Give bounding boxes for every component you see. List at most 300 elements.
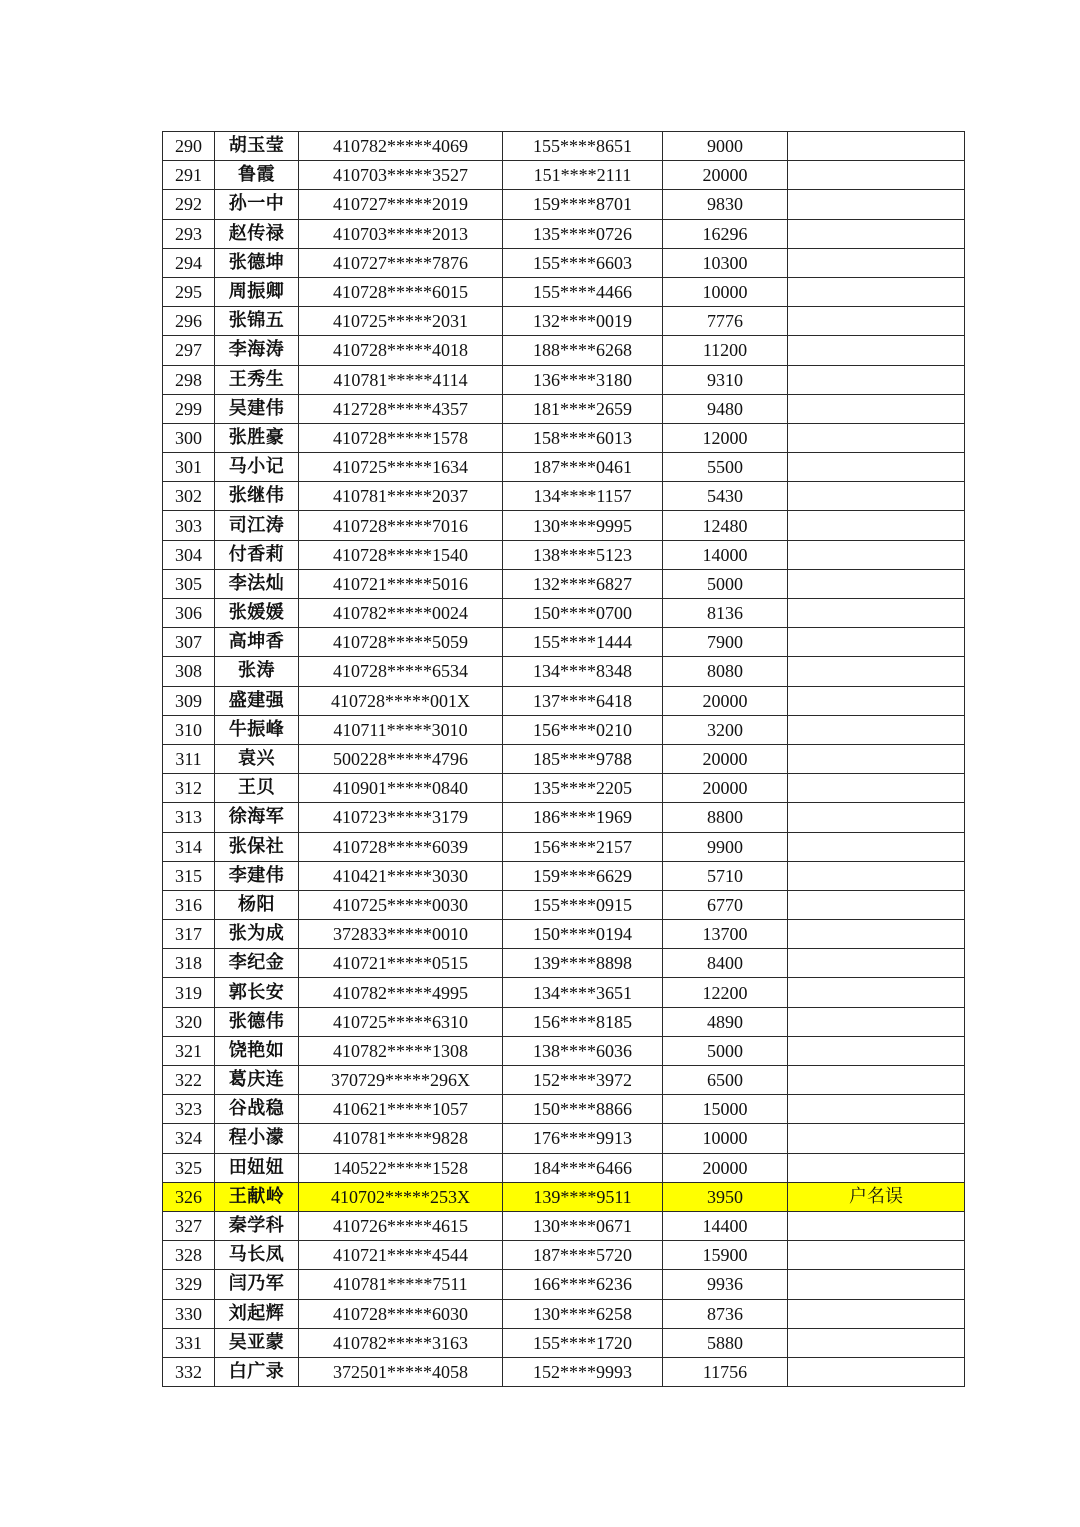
name-cell: 闫乃军: [215, 1270, 299, 1299]
row-number-cell: 332: [163, 1357, 215, 1386]
row-number-cell: 321: [163, 1036, 215, 1065]
table-row: [163, 1241, 965, 1270]
phone-cell: 132****0019: [503, 307, 663, 336]
amount-cell: 5710: [663, 861, 788, 890]
phone-cell: 135****2205: [503, 774, 663, 803]
name-cell: 周振卿: [215, 277, 299, 306]
note-cell: [788, 1095, 965, 1124]
phone-cell: 135****0726: [503, 219, 663, 248]
note-cell: [788, 744, 965, 773]
id-number-cell: 410728*****6534: [299, 657, 503, 686]
name-cell: 盛建强: [215, 686, 299, 715]
row-number-cell: 304: [163, 540, 215, 569]
amount-cell: 20000: [663, 1153, 788, 1182]
note-cell: [788, 1007, 965, 1036]
id-number-cell: 410782*****3163: [299, 1328, 503, 1357]
phone-cell: 188****6268: [503, 336, 663, 365]
id-number-cell: 410728*****4018: [299, 336, 503, 365]
name-cell: 徐海军: [215, 803, 299, 832]
note-cell: [788, 686, 965, 715]
note-cell: [788, 248, 965, 277]
note-cell: [788, 423, 965, 452]
id-number-cell: 410711*****3010: [299, 715, 503, 744]
id-number-cell: 410721*****0515: [299, 949, 503, 978]
table-row: [163, 978, 965, 1007]
table-row: [163, 861, 965, 890]
name-cell: 马长凤: [215, 1241, 299, 1270]
phone-cell: 185****9788: [503, 744, 663, 773]
phone-cell: 130****6258: [503, 1299, 663, 1328]
row-number-cell: 312: [163, 774, 215, 803]
amount-cell: 20000: [663, 161, 788, 190]
row-number-cell: 303: [163, 511, 215, 540]
table-row: [163, 423, 965, 452]
id-number-cell: 410782*****0024: [299, 599, 503, 628]
table-row: [163, 803, 965, 832]
row-number-cell: 315: [163, 861, 215, 890]
name-cell: 张涛: [215, 657, 299, 686]
name-cell: 李建伟: [215, 861, 299, 890]
row-number-cell: 305: [163, 569, 215, 598]
note-cell: [788, 715, 965, 744]
table-row: [163, 1066, 965, 1095]
amount-cell: 7900: [663, 628, 788, 657]
table-row: [163, 482, 965, 511]
table-row: [163, 920, 965, 949]
amount-cell: 3200: [663, 715, 788, 744]
note-cell: [788, 978, 965, 1007]
name-cell: 张为成: [215, 920, 299, 949]
amount-cell: 13700: [663, 920, 788, 949]
row-number-cell: 293: [163, 219, 215, 248]
id-number-cell: 410725*****1634: [299, 453, 503, 482]
table-row: [163, 1095, 965, 1124]
note-cell: [788, 1211, 965, 1240]
name-cell: 张德伟: [215, 1007, 299, 1036]
note-cell: [788, 1328, 965, 1357]
phone-cell: 159****6629: [503, 861, 663, 890]
table-row: [163, 307, 965, 336]
row-number-cell: 319: [163, 978, 215, 1007]
id-number-cell: 410721*****4544: [299, 1241, 503, 1270]
amount-cell: 10000: [663, 277, 788, 306]
id-number-cell: 410901*****0840: [299, 774, 503, 803]
amount-cell: 14400: [663, 1211, 788, 1240]
note-cell: [788, 657, 965, 686]
table-row: [163, 511, 965, 540]
table-row: [163, 1124, 965, 1153]
note-cell: [788, 774, 965, 803]
row-number-cell: 309: [163, 686, 215, 715]
note-cell: [788, 1066, 965, 1095]
note-cell: [788, 540, 965, 569]
note-cell: [788, 1241, 965, 1270]
name-cell: 张锦五: [215, 307, 299, 336]
name-cell: 孙一中: [215, 190, 299, 219]
name-cell: 白广录: [215, 1357, 299, 1386]
id-number-cell: 410702*****253X: [299, 1182, 503, 1211]
phone-cell: 155****6603: [503, 248, 663, 277]
name-cell: 吴建伟: [215, 394, 299, 423]
id-number-cell: 410723*****3179: [299, 803, 503, 832]
row-number-cell: 316: [163, 890, 215, 919]
row-number-cell: 290: [163, 132, 215, 161]
table-row: [163, 569, 965, 598]
row-number-cell: 298: [163, 365, 215, 394]
amount-cell: 20000: [663, 744, 788, 773]
note-cell: [788, 219, 965, 248]
note-cell: [788, 599, 965, 628]
row-number-cell: 318: [163, 949, 215, 978]
row-number-cell: 306: [163, 599, 215, 628]
name-cell: 刘起辉: [215, 1299, 299, 1328]
phone-cell: 155****8651: [503, 132, 663, 161]
name-cell: 饶艳如: [215, 1036, 299, 1065]
id-number-cell: 410725*****6310: [299, 1007, 503, 1036]
note-cell: 户名误: [788, 1182, 965, 1211]
note-cell: [788, 1270, 965, 1299]
amount-cell: 5500: [663, 453, 788, 482]
row-number-cell: 302: [163, 482, 215, 511]
table-row: [163, 132, 965, 161]
id-number-cell: 410782*****4069: [299, 132, 503, 161]
id-number-cell: 410703*****3527: [299, 161, 503, 190]
phone-cell: 152****3972: [503, 1066, 663, 1095]
phone-cell: 155****4466: [503, 277, 663, 306]
id-number-cell: 410781*****4114: [299, 365, 503, 394]
name-cell: 李海涛: [215, 336, 299, 365]
id-number-cell: 500228*****4796: [299, 744, 503, 773]
amount-cell: 16296: [663, 219, 788, 248]
name-cell: 张胜豪: [215, 423, 299, 452]
phone-cell: 152****9993: [503, 1357, 663, 1386]
amount-cell: 5000: [663, 569, 788, 598]
name-cell: 张继伟: [215, 482, 299, 511]
name-cell: 王献岭: [215, 1182, 299, 1211]
amount-cell: 11756: [663, 1357, 788, 1386]
phone-cell: 181****2659: [503, 394, 663, 423]
name-cell: 袁兴: [215, 744, 299, 773]
phone-cell: 155****1444: [503, 628, 663, 657]
phone-cell: 155****0915: [503, 890, 663, 919]
table-row: [163, 540, 965, 569]
table-row: [163, 190, 965, 219]
id-number-cell: 410728*****5059: [299, 628, 503, 657]
phone-cell: 155****1720: [503, 1328, 663, 1357]
id-number-cell: 410728*****1578: [299, 423, 503, 452]
id-number-cell: 410703*****2013: [299, 219, 503, 248]
amount-cell: 15900: [663, 1241, 788, 1270]
phone-cell: 138****6036: [503, 1036, 663, 1065]
name-cell: 鲁霞: [215, 161, 299, 190]
row-number-cell: 297: [163, 336, 215, 365]
phone-cell: 186****1969: [503, 803, 663, 832]
amount-cell: 12000: [663, 423, 788, 452]
note-cell: [788, 949, 965, 978]
row-number-cell: 300: [163, 423, 215, 452]
amount-cell: 9480: [663, 394, 788, 423]
id-number-cell: 410621*****1057: [299, 1095, 503, 1124]
amount-cell: 9900: [663, 832, 788, 861]
amount-cell: 10000: [663, 1124, 788, 1153]
table-row: [163, 1036, 965, 1065]
name-cell: 郭长安: [215, 978, 299, 1007]
note-cell: [788, 1153, 965, 1182]
amount-cell: 6500: [663, 1066, 788, 1095]
id-number-cell: 410725*****2031: [299, 307, 503, 336]
amount-cell: 8136: [663, 599, 788, 628]
table-row: [163, 628, 965, 657]
note-cell: [788, 1036, 965, 1065]
amount-cell: 9936: [663, 1270, 788, 1299]
row-number-cell: 328: [163, 1241, 215, 1270]
note-cell: [788, 920, 965, 949]
table-row: [163, 365, 965, 394]
row-number-cell: 330: [163, 1299, 215, 1328]
name-cell: 谷战稳: [215, 1095, 299, 1124]
phone-cell: 138****5123: [503, 540, 663, 569]
phone-cell: 184****6466: [503, 1153, 663, 1182]
name-cell: 高坤香: [215, 628, 299, 657]
note-cell: [788, 365, 965, 394]
phone-cell: 137****6418: [503, 686, 663, 715]
id-number-cell: 410781*****9828: [299, 1124, 503, 1153]
id-number-cell: 410782*****4995: [299, 978, 503, 1007]
amount-cell: 4890: [663, 1007, 788, 1036]
row-number-cell: 296: [163, 307, 215, 336]
table-row: [163, 1007, 965, 1036]
row-number-cell: 325: [163, 1153, 215, 1182]
table-row: [163, 890, 965, 919]
name-cell: 王贝: [215, 774, 299, 803]
table-row: [163, 161, 965, 190]
id-number-cell: 370729*****296X: [299, 1066, 503, 1095]
id-number-cell: 412728*****4357: [299, 394, 503, 423]
name-cell: 胡玉莹: [215, 132, 299, 161]
phone-cell: 156****8185: [503, 1007, 663, 1036]
table-row: [163, 599, 965, 628]
id-number-cell: 410727*****2019: [299, 190, 503, 219]
amount-cell: 12480: [663, 511, 788, 540]
name-cell: 吴亚蒙: [215, 1328, 299, 1357]
note-cell: [788, 803, 965, 832]
note-cell: [788, 132, 965, 161]
phone-cell: 150****0700: [503, 599, 663, 628]
note-cell: [788, 307, 965, 336]
amount-cell: 20000: [663, 774, 788, 803]
id-number-cell: 410728*****6030: [299, 1299, 503, 1328]
amount-cell: 14000: [663, 540, 788, 569]
amount-cell: 8800: [663, 803, 788, 832]
name-cell: 司江涛: [215, 511, 299, 540]
id-number-cell: 372833*****0010: [299, 920, 503, 949]
note-cell: [788, 453, 965, 482]
name-cell: 张保社: [215, 832, 299, 861]
phone-cell: 132****6827: [503, 569, 663, 598]
row-number-cell: 314: [163, 832, 215, 861]
note-cell: [788, 482, 965, 511]
table-row: [163, 949, 965, 978]
row-number-cell: 295: [163, 277, 215, 306]
note-cell: [788, 511, 965, 540]
table-row: [163, 774, 965, 803]
table-body: [163, 132, 965, 1387]
amount-cell: 5000: [663, 1036, 788, 1065]
table-row: [163, 1328, 965, 1357]
row-number-cell: 326: [163, 1182, 215, 1211]
name-cell: 田妞妞: [215, 1153, 299, 1182]
amount-cell: 15000: [663, 1095, 788, 1124]
amount-cell: 9830: [663, 190, 788, 219]
amount-cell: 10300: [663, 248, 788, 277]
phone-cell: 158****6013: [503, 423, 663, 452]
phone-cell: 139****8898: [503, 949, 663, 978]
name-cell: 牛振峰: [215, 715, 299, 744]
name-cell: 李法灿: [215, 569, 299, 598]
phone-cell: 134****3651: [503, 978, 663, 1007]
row-number-cell: 292: [163, 190, 215, 219]
data-table: [162, 131, 965, 1387]
note-cell: [788, 1299, 965, 1328]
id-number-cell: 410781*****2037: [299, 482, 503, 511]
amount-cell: 7776: [663, 307, 788, 336]
phone-cell: 166****6236: [503, 1270, 663, 1299]
phone-cell: 130****0671: [503, 1211, 663, 1240]
note-cell: [788, 1124, 965, 1153]
phone-cell: 176****9913: [503, 1124, 663, 1153]
table-row: [163, 1153, 965, 1182]
name-cell: 葛庆连: [215, 1066, 299, 1095]
note-cell: [788, 861, 965, 890]
row-number-cell: 313: [163, 803, 215, 832]
amount-cell: 6770: [663, 890, 788, 919]
id-number-cell: 372501*****4058: [299, 1357, 503, 1386]
table-row: [163, 219, 965, 248]
row-number-cell: 299: [163, 394, 215, 423]
table-row: [163, 453, 965, 482]
table-row: [163, 715, 965, 744]
phone-cell: 159****8701: [503, 190, 663, 219]
id-number-cell: 410721*****5016: [299, 569, 503, 598]
amount-cell: 5880: [663, 1328, 788, 1357]
row-number-cell: 294: [163, 248, 215, 277]
row-number-cell: 331: [163, 1328, 215, 1357]
phone-cell: 187****5720: [503, 1241, 663, 1270]
id-number-cell: 410728*****6015: [299, 277, 503, 306]
name-cell: 王秀生: [215, 365, 299, 394]
name-cell: 程小濛: [215, 1124, 299, 1153]
phone-cell: 134****1157: [503, 482, 663, 511]
id-number-cell: 410728*****1540: [299, 540, 503, 569]
table-row: [163, 744, 965, 773]
table-row: [163, 277, 965, 306]
name-cell: 张德坤: [215, 248, 299, 277]
table-row: [163, 1270, 965, 1299]
table-row: [163, 1211, 965, 1240]
note-cell: [788, 190, 965, 219]
amount-cell: 9000: [663, 132, 788, 161]
amount-cell: 8736: [663, 1299, 788, 1328]
note-cell: [788, 890, 965, 919]
id-number-cell: 410421*****3030: [299, 861, 503, 890]
phone-cell: 150****0194: [503, 920, 663, 949]
note-cell: [788, 569, 965, 598]
id-number-cell: 410781*****7511: [299, 1270, 503, 1299]
amount-cell: 9310: [663, 365, 788, 394]
row-number-cell: 311: [163, 744, 215, 773]
phone-cell: 156****2157: [503, 832, 663, 861]
id-number-cell: 410782*****1308: [299, 1036, 503, 1065]
row-number-cell: 291: [163, 161, 215, 190]
phone-cell: 156****0210: [503, 715, 663, 744]
name-cell: 秦学科: [215, 1211, 299, 1240]
amount-cell: 8080: [663, 657, 788, 686]
row-number-cell: 307: [163, 628, 215, 657]
name-cell: 赵传禄: [215, 219, 299, 248]
id-number-cell: 410726*****4615: [299, 1211, 503, 1240]
id-number-cell: 410728*****7016: [299, 511, 503, 540]
row-number-cell: 323: [163, 1095, 215, 1124]
amount-cell: 20000: [663, 686, 788, 715]
row-number-cell: 327: [163, 1211, 215, 1240]
note-cell: [788, 161, 965, 190]
phone-cell: 139****9511: [503, 1182, 663, 1211]
row-number-cell: 322: [163, 1066, 215, 1095]
amount-cell: 3950: [663, 1182, 788, 1211]
note-cell: [788, 277, 965, 306]
phone-cell: 134****8348: [503, 657, 663, 686]
amount-cell: 8400: [663, 949, 788, 978]
table-row: [163, 1357, 965, 1386]
row-number-cell: 301: [163, 453, 215, 482]
table-row: [163, 686, 965, 715]
table-row: [163, 832, 965, 861]
id-number-cell: 410728*****6039: [299, 832, 503, 861]
id-number-cell: 140522*****1528: [299, 1153, 503, 1182]
amount-cell: 11200: [663, 336, 788, 365]
phone-cell: 151****2111: [503, 161, 663, 190]
table-row: [163, 394, 965, 423]
name-cell: 马小记: [215, 453, 299, 482]
note-cell: [788, 628, 965, 657]
note-cell: [788, 394, 965, 423]
name-cell: 李纪金: [215, 949, 299, 978]
amount-cell: 5430: [663, 482, 788, 511]
phone-cell: 130****9995: [503, 511, 663, 540]
row-number-cell: 320: [163, 1007, 215, 1036]
note-cell: [788, 336, 965, 365]
id-number-cell: 410725*****0030: [299, 890, 503, 919]
id-number-cell: 410727*****7876: [299, 248, 503, 277]
note-cell: [788, 832, 965, 861]
phone-cell: 150****8866: [503, 1095, 663, 1124]
table-row: [163, 336, 965, 365]
row-number-cell: 310: [163, 715, 215, 744]
amount-cell: 12200: [663, 978, 788, 1007]
name-cell: 杨阳: [215, 890, 299, 919]
phone-cell: 187****0461: [503, 453, 663, 482]
table-row: [163, 1299, 965, 1328]
name-cell: 张媛媛: [215, 599, 299, 628]
table-row: [163, 657, 965, 686]
row-number-cell: 324: [163, 1124, 215, 1153]
table-row: [163, 1182, 965, 1211]
name-cell: 付香莉: [215, 540, 299, 569]
row-number-cell: 317: [163, 920, 215, 949]
table-row: [163, 248, 965, 277]
row-number-cell: 308: [163, 657, 215, 686]
id-number-cell: 410728*****001X: [299, 686, 503, 715]
